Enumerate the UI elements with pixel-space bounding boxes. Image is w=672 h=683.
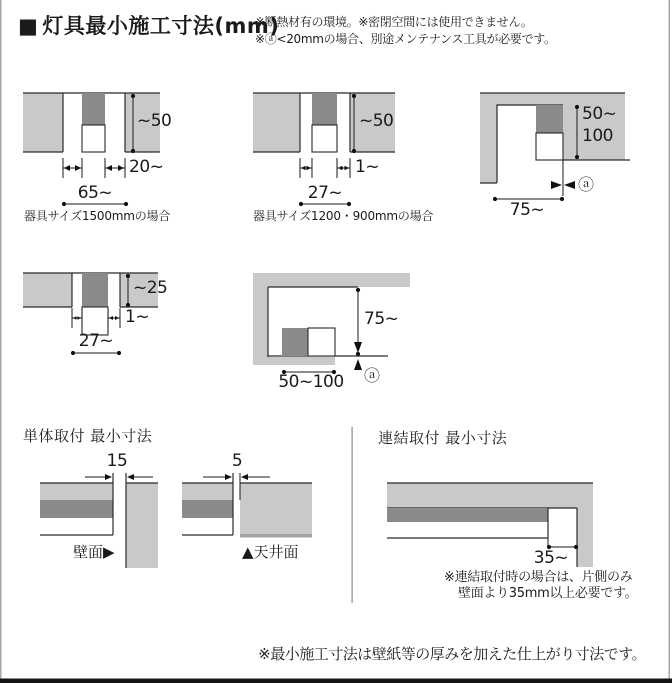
dim-label-d2-width: 27~	[307, 183, 343, 203]
fixture-body	[282, 328, 308, 356]
note-joint-line1: ※連結取付時の場合は、片側のみ	[444, 570, 633, 585]
fixture-body	[82, 93, 105, 125]
section-marker-icon: ■	[18, 14, 39, 38]
note-joint-line2: 壁面より35mm以上必要です。	[458, 586, 638, 601]
dim-label-wall-gap: 15	[106, 451, 128, 471]
mounting-board	[268, 357, 335, 365]
dim-label-d4-width: 27~	[78, 331, 114, 351]
fixture-body	[82, 273, 108, 307]
fixture-body	[182, 500, 233, 518]
dim-label-d5-gap-a: ⓐ	[363, 366, 381, 385]
right-border	[669, 0, 671, 683]
fixture-housing	[308, 328, 335, 356]
note-environment: ※断熱材有の環境。※密閉空間には使用できません。	[255, 15, 533, 29]
left-border	[0, 0, 2, 683]
dim-label-d3-height-top: 50~	[582, 104, 617, 124]
fixture-housing	[312, 125, 337, 152]
label-ceiling-surface: ▲天井面	[242, 543, 299, 561]
dim-label-joint-gap: 35~	[533, 548, 569, 568]
dim-label-d2-height: ~50	[359, 111, 394, 131]
dim-label-d1-height: ~50	[137, 111, 172, 131]
heading-joint-mount: 連結取付 最小寸法	[378, 429, 508, 447]
fixture-body	[536, 105, 563, 133]
dim-label-d4-gap: 1~	[125, 307, 150, 327]
dim-label-d3-gap-a: ⓐ	[578, 175, 595, 194]
ceiling-panel	[387, 483, 593, 508]
caption-fixture-1500: 器具サイズ1500mmの場合	[24, 209, 171, 223]
diagram-single-mount-ceiling	[182, 473, 312, 538]
ceiling-panel	[23, 273, 72, 307]
wall-panel	[577, 508, 593, 567]
ceiling-panel	[253, 93, 300, 152]
dim-label-d5-height: 75~	[364, 309, 399, 329]
wall-panel	[126, 483, 158, 568]
ceiling-surface-line	[240, 534, 312, 538]
fixture-body	[387, 508, 548, 522]
heading-single-mount: 単体取付 最小寸法	[23, 427, 153, 445]
page-title	[18, 14, 279, 38]
wall-panel	[480, 93, 497, 183]
ceiling-panel	[253, 273, 410, 287]
fixture-body	[40, 500, 113, 518]
section-divider	[352, 427, 353, 603]
dim-label-d4-height: ~25	[133, 278, 168, 298]
dim-label-ceiling-gap: 5	[231, 451, 243, 471]
dim-label-d2-gap: 1~	[355, 157, 380, 177]
dim-label-d5-width: 50~100	[278, 372, 344, 392]
caption-fixture-1200-900: 器具サイズ1200・900mmの場合	[253, 209, 434, 223]
dim-label-d3-width: 75~	[509, 200, 545, 220]
dim-label-d1-width: 65~	[77, 183, 113, 203]
dim-label-d3-height-bottom: 100	[582, 126, 613, 146]
bottom-border	[0, 679, 672, 683]
ceiling-panel	[182, 483, 233, 500]
dim-label-d1-gap: 20~	[129, 157, 164, 177]
fixture-body	[312, 93, 337, 125]
footer-note: ※最小施工寸法は壁紙等の厚みを加えた仕上がり寸法です。	[258, 645, 646, 663]
ceiling-panel	[40, 483, 113, 500]
label-wall-surface: 壁面▶	[73, 543, 115, 561]
fixture-housing	[536, 133, 563, 160]
ceiling-panel	[23, 93, 63, 152]
note-maintenance-tool: ※ⓐ<20mmの場合、別途メンテナンス工具が必要です。	[255, 32, 556, 46]
wall-panel	[253, 273, 268, 365]
ceiling-block	[240, 483, 312, 535]
fixture-housing	[82, 125, 105, 152]
page-title-text: 灯具最小施工寸法(mm)	[42, 14, 280, 38]
